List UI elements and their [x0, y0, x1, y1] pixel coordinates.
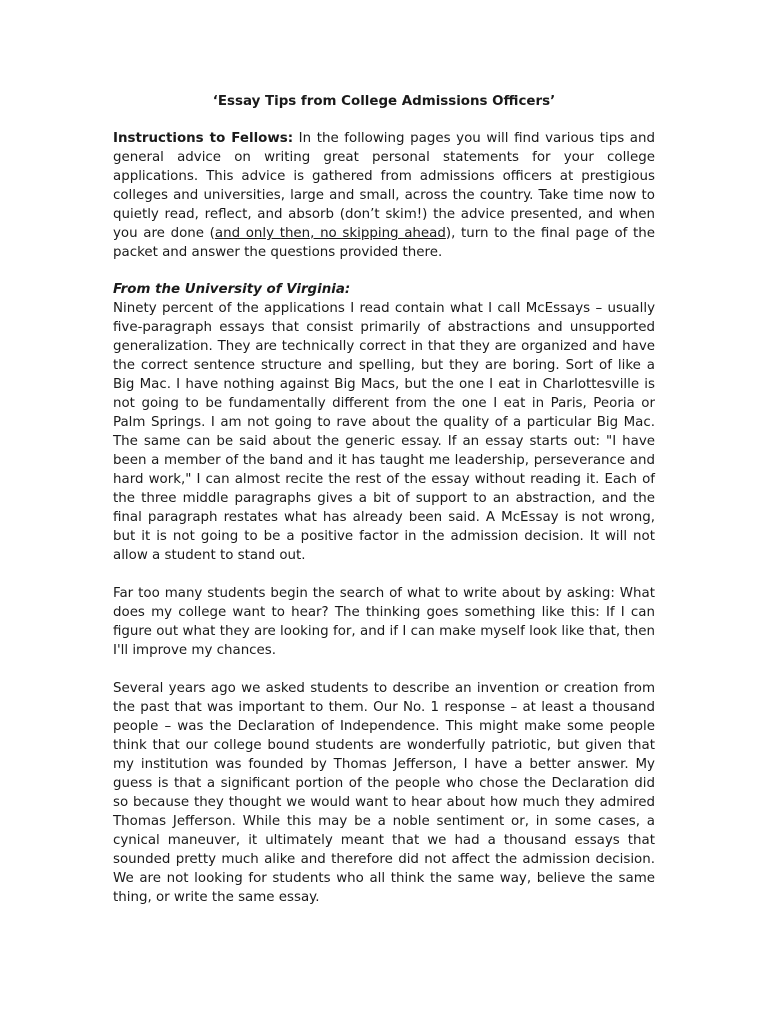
instructions-label: Instructions to Fellows: — [113, 131, 294, 146]
body-paragraph: Far too many students begin the search of what to write about by asking: What does my college want to hear? The thinking goes something like this: If I can figure out what they are looking for, and if I can make myself look like that, then I'll improve my chances. — [113, 586, 655, 658]
document-body — [113, 92, 655, 926]
document-title: ‘Essay Tips from College Admissions Officers’ — [212, 94, 556, 109]
body-paragraph: Several years ago we asked students to describe an invention or creation from the past that was important to them. Our No. 1 response – at least a thousand people – was the Declaration of Independence. This might make some people think that our college bound students are wonderfully patriotic, but given that my institution was founded by Thomas Jefferson, I have a better answer. My guess is that a significant portion of the people who chose the Declaration did so because they thought we would want to hear about how much they admired Thomas Jefferson. While this may be a noble sentiment or, in some cases, a cynical maneuver, it ultimately meant that we had a thousand essays that sounded pretty much alike and therefore did not affect the admission decision. We are not looking for students who all think the same way, believe the same thing, or write the same essay. — [113, 681, 655, 905]
section-heading: From the University of Virginia: — [113, 282, 351, 297]
instructions-underlined-text: and only then, no skipping ahead — [214, 226, 446, 241]
instructions-text: In the following pages you will find various tips and general advice on writing great personal statements for your college applications. This advice is gathered from admissions officers at prestigious colleges and universities, large and small, across the country. Take time now to quietly read, reflect, and absorb (don’t skim!) the advice presented, and when you are done ( — [113, 131, 656, 241]
body-paragraph: Ninety percent of the applications I read contain what I call McEssays – usually five-paragraph essays that consist primarily of abstractions and unsupported generalization. They are technically correct in that they are organized and have the correct sentence structure and spelling, but they are boring. Sort of like a Big Mac. I have nothing against Big Macs, but the one I eat in Charlottesville is not going to be fundamentally different from the one I eat in Paris, Peoria or Palm Springs. I am not going to rave about the quality of a particular Big Mac. The same can be said about the generic essay. If an essay starts out: "I have been a member of the band and it has taught me leadership, perseverance and hard work," I can almost recite the rest of the essay without reading it. Each of the three middle paragraphs gives a bit of support to an abstraction, and the final paragraph restates what has already been said. A McEssay is not wrong, but it is not going to be a positive factor in the admission decision. It will not allow a student to stand out. — [113, 301, 655, 563]
instructions-text-end: ), turn to the final page of the packet and answer the questions provided there. — [113, 226, 655, 260]
instructions-paragraph — [113, 129, 655, 262]
